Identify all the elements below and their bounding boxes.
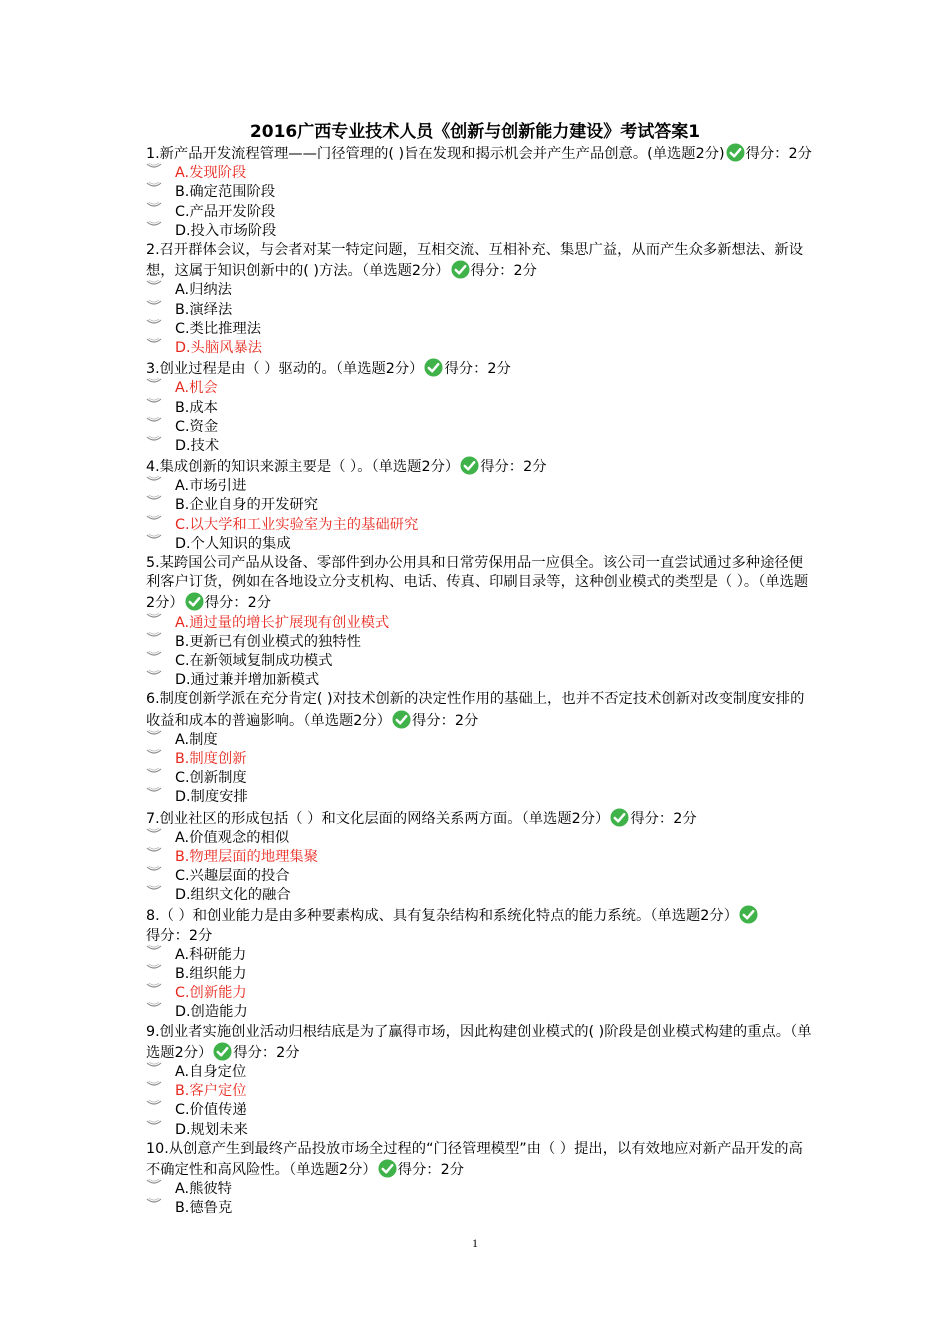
question-item xyxy=(146,905,814,1022)
answer-option[interactable] xyxy=(146,203,814,222)
question-score: 得分：2分 xyxy=(630,810,697,827)
question-text: 5.某跨国公司产品从设备、零部件到办公用具和日常劳保用品一应俱全。该公司一直尝试通过多种途径便利客户订货，例如在各地设立分支机构、电话、传真、印刷目录等，这种创业模式的类型是（ ）。（单选题2分） xyxy=(146,555,809,612)
answer-option[interactable] xyxy=(146,1003,814,1022)
option-label: D.创造能力 xyxy=(175,1004,248,1021)
answer-option[interactable] xyxy=(146,1121,814,1140)
radio-button-icon[interactable] xyxy=(146,416,162,426)
radio-button-icon[interactable] xyxy=(146,767,162,777)
answer-option[interactable] xyxy=(146,652,814,671)
radio-button-icon[interactable] xyxy=(146,1080,162,1090)
option-label: B.更新已有创业模式的独特性 xyxy=(175,633,361,650)
option-label: A.市场引进 xyxy=(175,478,247,495)
question-stem xyxy=(146,808,814,829)
option-label: A.归纳法 xyxy=(175,282,232,299)
option-label: D.通过兼并增加新模式 xyxy=(175,672,320,689)
check-circle-icon xyxy=(739,905,758,924)
answer-option-correct[interactable] xyxy=(146,848,814,867)
option-label: D.规划未来 xyxy=(175,1121,248,1138)
radio-button-icon[interactable] xyxy=(146,827,162,837)
radio-button-icon[interactable] xyxy=(146,201,162,211)
question-score: 得分：2分 xyxy=(745,146,812,162)
answer-option[interactable] xyxy=(146,788,814,807)
check-circle-icon xyxy=(610,808,629,827)
radio-button-icon[interactable] xyxy=(146,377,162,387)
answer-option[interactable] xyxy=(146,633,814,652)
option-label: B.企业自身的开发研究 xyxy=(175,497,319,514)
question-text: 4.集成创新的知识来源主要是（ ）。（单选题2分） xyxy=(146,459,460,476)
answer-option-correct[interactable] xyxy=(146,339,814,358)
check-circle-icon xyxy=(451,260,470,279)
radio-button-icon[interactable] xyxy=(146,435,162,445)
radio-button-icon[interactable] xyxy=(146,786,162,796)
answer-option[interactable] xyxy=(146,399,814,418)
radio-button-icon[interactable] xyxy=(146,631,162,641)
radio-button-icon[interactable] xyxy=(146,963,162,973)
check-circle-icon xyxy=(185,592,204,611)
option-label: C.产品开发阶段 xyxy=(175,203,276,220)
option-label: B.演绎法 xyxy=(175,301,233,318)
question-text: 7.创业社区的形成包括（ ）和文化层面的网络关系两方面。（单选题2分） xyxy=(146,810,610,827)
question-text: 2.召开群体会议，与会者对某一特定问题，互相交流、互相补充、集思广益，从而产生众多新想法、新设想，这属于知识创新中的( )方法。（单选题2分） xyxy=(146,241,803,280)
option-label: A.自身定位 xyxy=(175,1064,247,1081)
question-text: 1.新产品开发流程管理——门径管理的( )旨在发现和揭示机会并产生产品创意。(单选题2分) xyxy=(146,146,725,162)
radio-button-icon[interactable] xyxy=(146,669,162,679)
option-label: D.头脑风暴法 xyxy=(175,339,263,356)
question-text: 9.创业者实施创业活动归根结底是为了赢得市场，因此构建创业模式的( )阶段是创业模式构建的重点。（单选题2分） xyxy=(146,1023,812,1061)
answer-option[interactable] xyxy=(146,671,814,690)
question-stem xyxy=(146,690,814,730)
question-item xyxy=(146,690,814,807)
question-stem xyxy=(146,143,814,164)
radio-button-icon[interactable] xyxy=(146,1197,162,1207)
answer-option-correct[interactable] xyxy=(146,164,814,183)
answer-option[interactable] xyxy=(146,829,814,848)
question-list xyxy=(146,143,814,1219)
option-label: A.发现阶段 xyxy=(175,165,247,182)
question-score: 得分：2分 xyxy=(470,263,537,280)
question-item xyxy=(146,143,814,241)
option-label: B.德鲁克 xyxy=(175,1200,233,1217)
page-number: 1 xyxy=(472,1236,478,1250)
answer-option[interactable] xyxy=(146,867,814,886)
check-circle-icon xyxy=(726,143,745,162)
answer-option[interactable] xyxy=(146,281,814,300)
answer-option[interactable] xyxy=(146,731,814,750)
answer-option-correct[interactable] xyxy=(146,379,814,398)
document-title: 2016广西专业技术人员《创新与创新能力建设》考试答案1 xyxy=(249,122,701,142)
option-label: B.成本 xyxy=(175,399,218,416)
option-label: C.资金 xyxy=(175,418,219,435)
option-label: C.类比推理法 xyxy=(175,320,262,337)
radio-button-icon[interactable] xyxy=(146,514,162,524)
option-label: D.组织文化的融合 xyxy=(175,887,291,904)
option-label: A.科研能力 xyxy=(175,946,247,963)
question-stem xyxy=(146,905,814,945)
answer-option[interactable] xyxy=(146,1063,814,1082)
check-circle-icon xyxy=(378,1159,397,1178)
radio-button-icon[interactable] xyxy=(146,1061,162,1071)
question-item xyxy=(146,808,814,906)
answer-option[interactable] xyxy=(146,222,814,241)
answer-option[interactable] xyxy=(146,418,814,437)
option-label: A.制度 xyxy=(175,731,218,748)
answer-option-correct[interactable] xyxy=(146,750,814,769)
answer-option[interactable] xyxy=(146,769,814,788)
option-label: C.以大学和工业实验室为主的基础研究 xyxy=(175,516,419,533)
option-label: C.创新能力 xyxy=(175,985,247,1002)
radio-button-icon[interactable] xyxy=(146,318,162,328)
answer-option[interactable] xyxy=(146,1199,814,1218)
check-circle-icon xyxy=(392,710,411,729)
answer-option-correct[interactable] xyxy=(146,1082,814,1101)
option-label: C.价值传递 xyxy=(175,1102,247,1119)
radio-button-icon[interactable] xyxy=(146,846,162,856)
answer-option[interactable] xyxy=(146,477,814,496)
radio-button-icon[interactable] xyxy=(146,612,162,622)
question-stem xyxy=(146,241,814,281)
option-label: B.制度创新 xyxy=(175,750,247,767)
question-text: 6.制度创新学派在充分肯定( )对技术创新的决定性作用的基础上，也并不否定技术创新对改变制度安排的收益和成本的普遍影响。（单选题2分） xyxy=(146,691,805,729)
option-label: A.熊彼特 xyxy=(175,1181,232,1198)
question-item xyxy=(146,358,814,456)
option-label: C.创新制度 xyxy=(175,770,247,787)
question-score: 得分：2分 xyxy=(412,712,479,729)
answer-option-correct[interactable] xyxy=(146,516,814,535)
answer-option[interactable] xyxy=(146,496,814,515)
question-item xyxy=(146,241,814,358)
radio-button-icon[interactable] xyxy=(146,884,162,894)
question-score: 得分：2分 xyxy=(444,361,511,378)
radio-button-icon[interactable] xyxy=(146,279,162,289)
option-label: C.兴趣层面的投合 xyxy=(175,868,290,885)
radio-button-icon[interactable] xyxy=(146,337,162,347)
radio-button-icon[interactable] xyxy=(146,299,162,309)
question-score: 得分：2分 xyxy=(397,1162,464,1178)
radio-button-icon[interactable] xyxy=(146,1119,162,1129)
answer-option[interactable] xyxy=(146,1180,814,1199)
question-item xyxy=(146,1140,814,1219)
option-label: D.个人知识的集成 xyxy=(175,535,291,552)
option-label: D.制度安排 xyxy=(175,789,248,806)
question-text: 8.（ ）和创业能力是由多种要素构成、具有复杂结构和系统化特点的能力系统。（单选题2分） xyxy=(146,908,739,925)
option-label: B.确定范围阶段 xyxy=(175,184,276,201)
answer-option[interactable] xyxy=(146,1101,814,1120)
answer-option[interactable] xyxy=(146,965,814,984)
radio-button-icon[interactable] xyxy=(146,475,162,485)
option-label: A.价值观念的相似 xyxy=(175,829,290,846)
answer-option[interactable] xyxy=(146,437,814,456)
answer-option[interactable] xyxy=(146,886,814,905)
radio-button-icon[interactable] xyxy=(146,162,162,172)
radio-button-icon[interactable] xyxy=(146,1178,162,1188)
question-stem xyxy=(146,1140,814,1180)
radio-button-icon[interactable] xyxy=(146,865,162,875)
question-text: 3.创业过程是由（ ）驱动的。（单选题2分） xyxy=(146,361,424,378)
radio-button-icon[interactable] xyxy=(146,397,162,407)
option-label: A.通过量的增长扩展现有创业模式 xyxy=(175,614,390,631)
radio-button-icon[interactable] xyxy=(146,982,162,992)
question-score: 得分：2分 xyxy=(146,927,213,944)
answer-option[interactable] xyxy=(146,301,814,320)
question-item xyxy=(146,554,814,690)
question-score: 得分：2分 xyxy=(233,1044,300,1061)
question-stem xyxy=(146,554,814,614)
question-text: 10.从创意产生到最终产品投放市场全过程的“门径管理模型”由（ ）提出，以有效地应对新产品开发的高不确定性和高风险性。（单选题2分） xyxy=(146,1140,803,1178)
question-item xyxy=(146,456,814,554)
answer-option[interactable] xyxy=(146,535,814,554)
question-stem xyxy=(146,456,814,477)
question-score: 得分：2分 xyxy=(204,595,271,612)
option-label: D.投入市场阶段 xyxy=(175,222,277,239)
radio-button-icon[interactable] xyxy=(146,650,162,660)
question-stem xyxy=(146,358,814,379)
option-label: B.组织能力 xyxy=(175,966,247,983)
option-label: A.机会 xyxy=(175,380,218,397)
option-label: B.客户定位 xyxy=(175,1083,247,1100)
check-circle-icon xyxy=(213,1042,232,1061)
radio-button-icon[interactable] xyxy=(146,181,162,191)
answer-option[interactable] xyxy=(146,320,814,339)
answer-option-correct[interactable] xyxy=(146,984,814,1003)
option-label: C.在新领域复制成功模式 xyxy=(175,653,333,669)
option-label: B.物理层面的地理集聚 xyxy=(175,848,319,865)
radio-button-icon[interactable] xyxy=(146,220,162,230)
radio-button-icon[interactable] xyxy=(146,944,162,954)
check-circle-icon xyxy=(460,456,479,475)
question-score: 得分：2分 xyxy=(480,459,547,476)
radio-button-icon[interactable] xyxy=(146,1099,162,1109)
option-label: D.技术 xyxy=(175,437,220,454)
check-circle-icon xyxy=(424,358,443,377)
radio-button-icon[interactable] xyxy=(146,494,162,504)
question-stem xyxy=(146,1023,814,1063)
answer-option[interactable] xyxy=(146,946,814,965)
answer-option[interactable] xyxy=(146,183,814,202)
radio-button-icon[interactable] xyxy=(146,748,162,758)
radio-button-icon[interactable] xyxy=(146,1001,162,1011)
radio-button-icon[interactable] xyxy=(146,533,162,543)
radio-button-icon[interactable] xyxy=(146,729,162,739)
question-item xyxy=(146,1023,814,1140)
answer-option-correct[interactable] xyxy=(146,614,814,633)
